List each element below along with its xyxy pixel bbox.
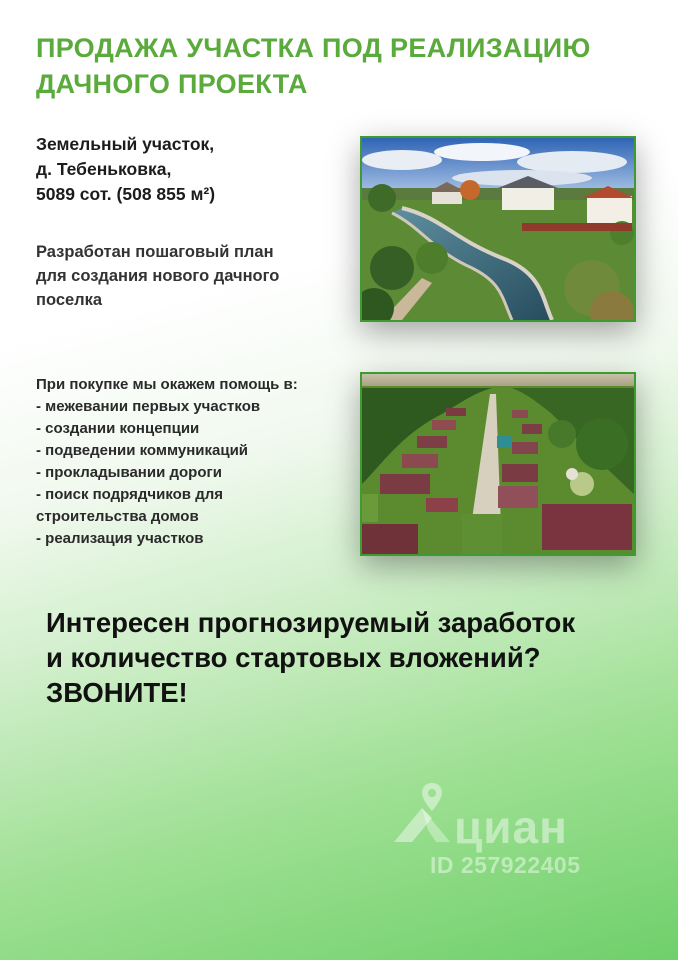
cta-line-2: и количество стартовых вложений? <box>46 642 541 673</box>
cian-logo-icon <box>392 804 452 844</box>
photo-canal-houses <box>360 136 636 322</box>
plan-line-2: для создания нового дачного <box>36 267 280 285</box>
cta-line-1: Интересен прогнозируемый заработок <box>46 607 576 638</box>
plot-info-line-2: д. Тебеньковка, <box>36 159 172 179</box>
plot-info-line-1: Земельный участок, <box>36 134 215 154</box>
watermark-id: ID 257922405 <box>430 852 581 878</box>
plan-line-3: поселка <box>36 291 103 309</box>
canal-photo-illustration <box>362 138 634 320</box>
plan-description <box>36 240 279 312</box>
help-item: - межевании первых участков <box>36 398 261 415</box>
title-line-1: ПРОДАЖА УЧАСТКА ПОД РЕАЛИЗАЦИЮ <box>36 33 591 63</box>
help-item: - прокладывании дороги <box>36 464 222 481</box>
call-to-action <box>46 605 666 710</box>
title-line-2: ДАЧНОГО ПРОЕКТА <box>36 69 308 99</box>
help-item: - подведении коммуникаций <box>36 442 249 459</box>
help-item: - реализация участков <box>36 530 204 547</box>
help-item: строительства домов <box>36 508 199 525</box>
watermark <box>392 782 632 882</box>
help-intro: При покупке мы окажем помощь в: <box>36 376 298 393</box>
help-list <box>36 374 298 550</box>
help-item: - создании концепции <box>36 420 200 437</box>
photo-aerial-village <box>360 372 636 556</box>
plot-info-line-3: 5089 сот. (508 855 м²) <box>36 184 216 204</box>
cta-line-3: ЗВОНИТЕ! <box>46 677 188 708</box>
page-title <box>36 30 656 102</box>
plot-info <box>36 132 215 207</box>
plan-line-1: Разработан пошаговый план <box>36 243 274 261</box>
help-item: - поиск подрядчиков для <box>36 486 224 503</box>
watermark-brand: циан <box>454 801 568 853</box>
village-photo-illustration <box>362 374 634 554</box>
